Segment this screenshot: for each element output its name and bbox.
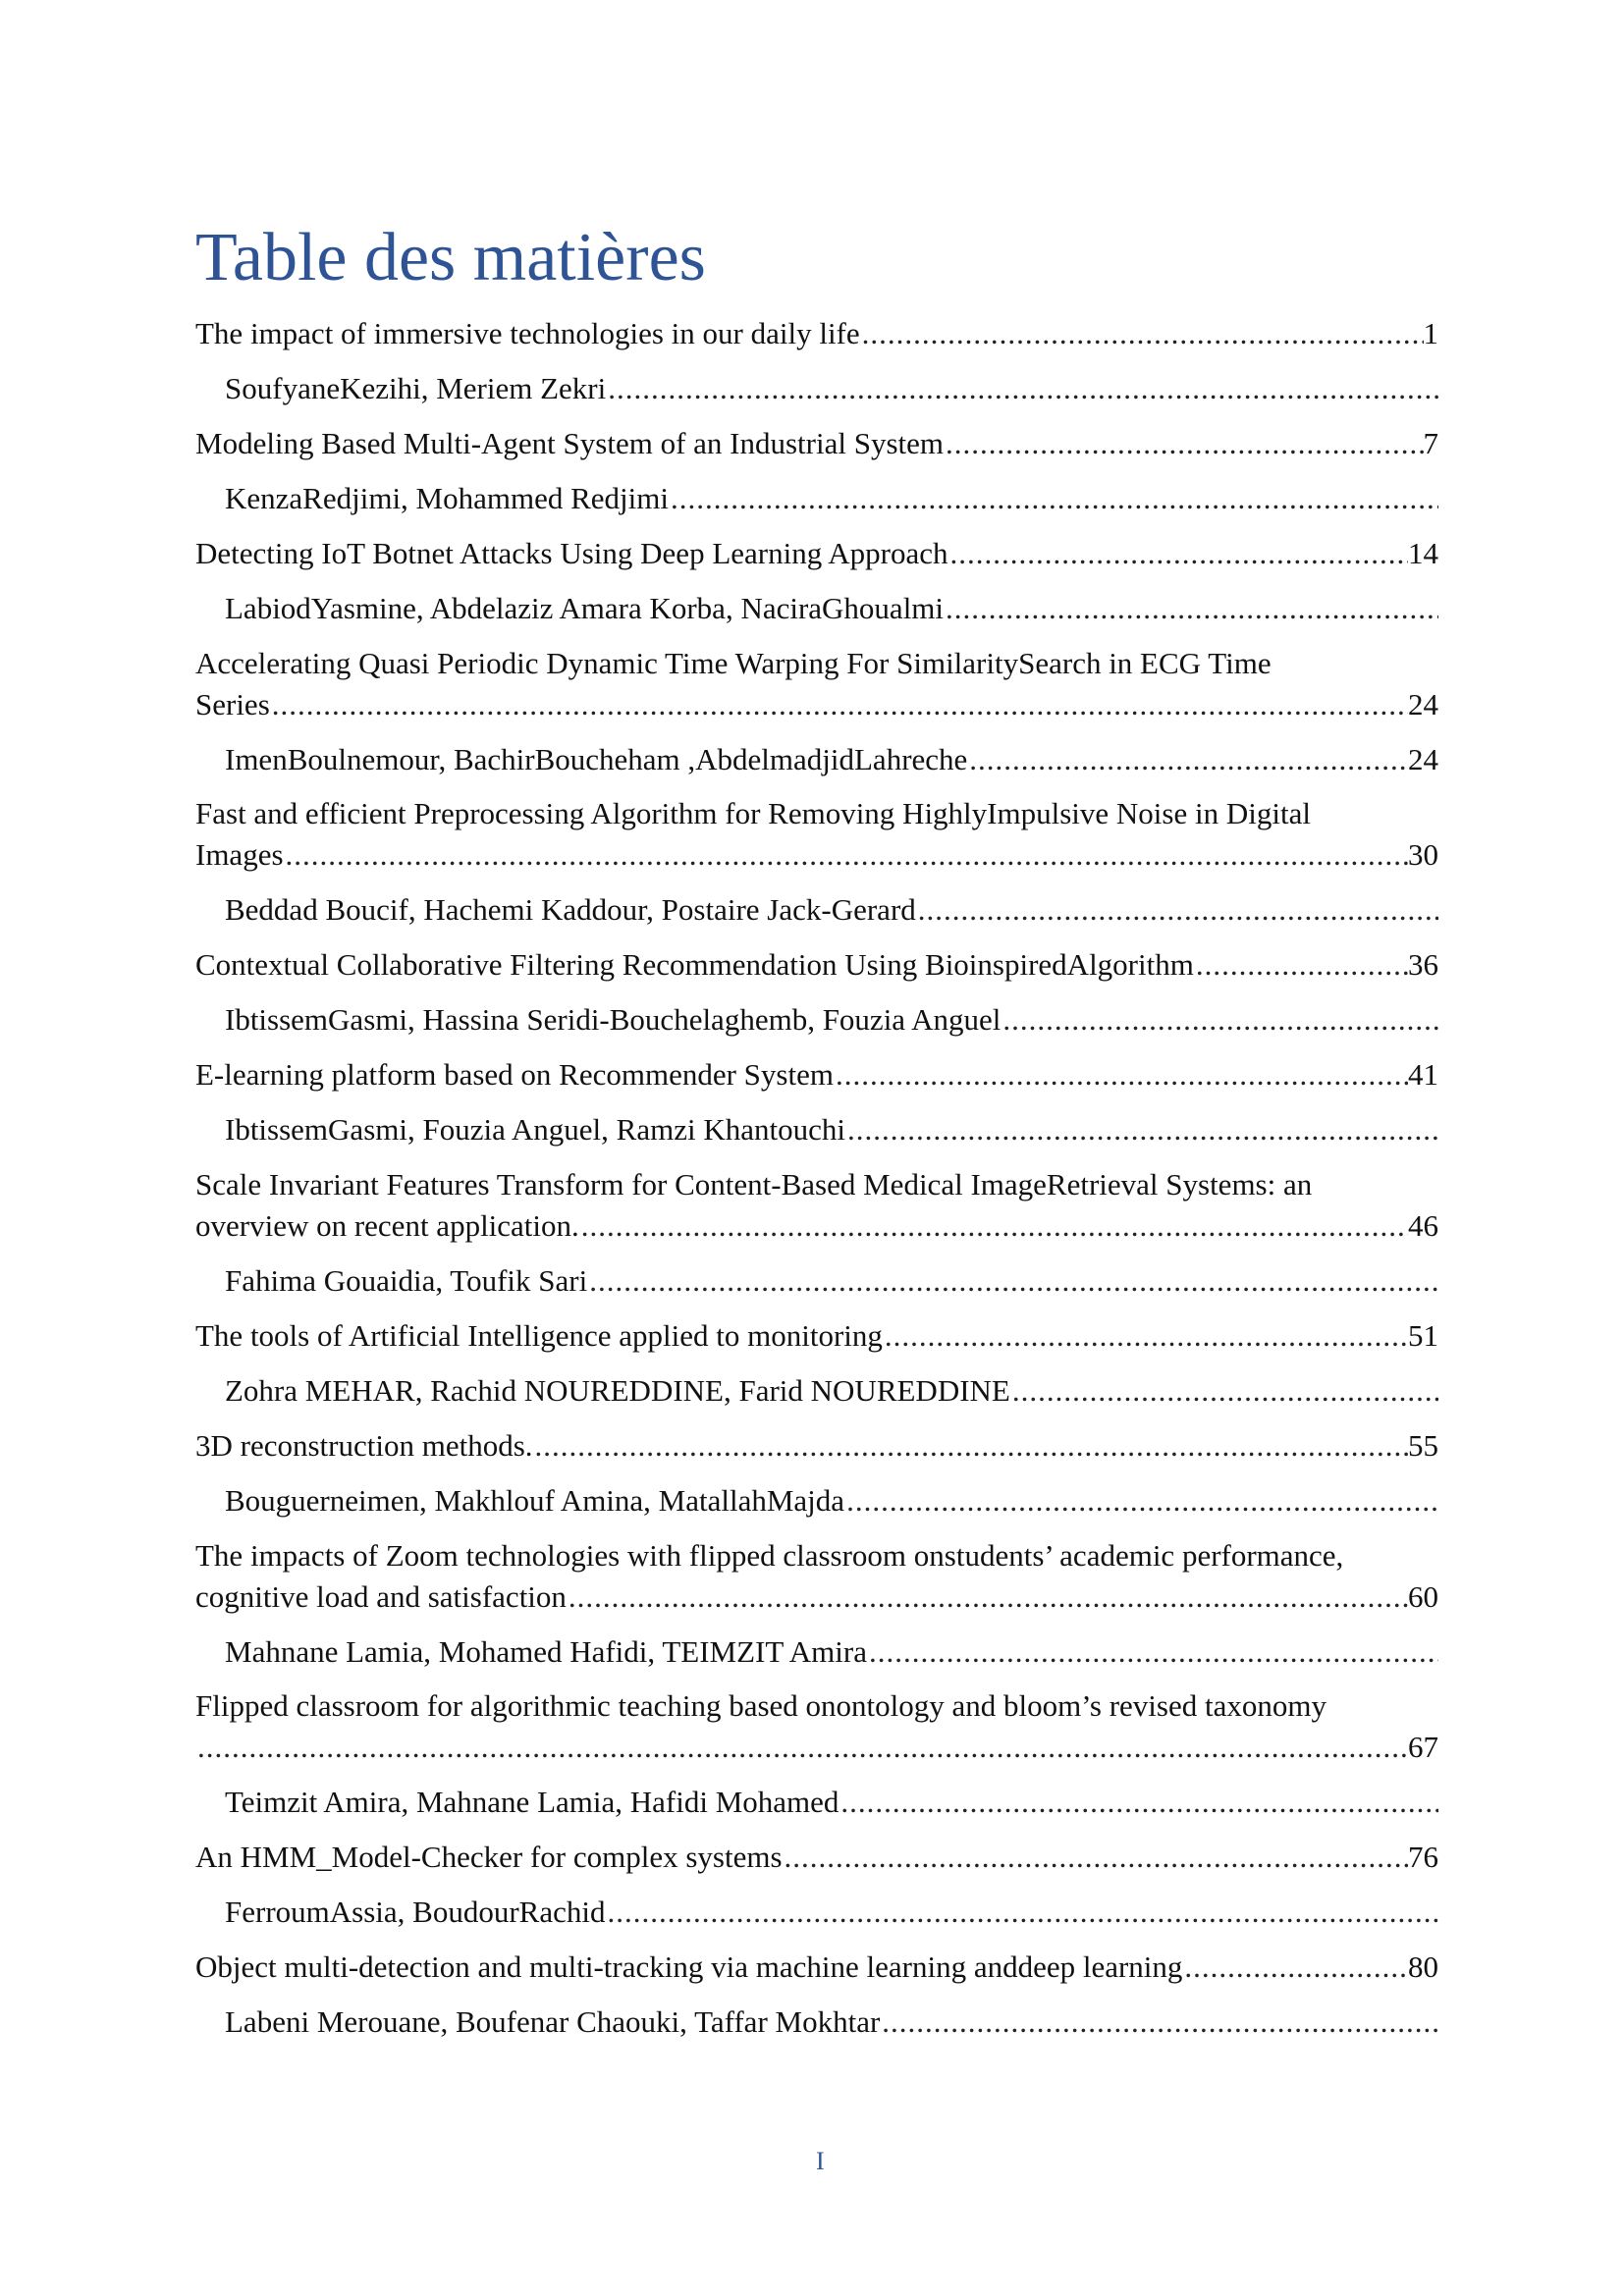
- toc-entry-title[interactable]: [195, 1837, 1438, 1878]
- leader-dots: [669, 478, 1438, 519]
- toc-entry-text: 3D reconstruction methods.: [195, 1428, 533, 1463]
- toc-entry-authors[interactable]: [225, 1109, 1438, 1150]
- toc-entry-authors[interactable]: [225, 1370, 1438, 1412]
- toc-entry-authors[interactable]: [225, 1782, 1438, 1823]
- leader-dots: [944, 588, 1438, 629]
- toc-entry-text: KenzaRedjimi, Mohammed Redjimi: [225, 481, 669, 515]
- toc-page-number: 24: [1408, 742, 1438, 776]
- toc-entry-authors[interactable]: [225, 588, 1438, 629]
- toc-page-number: 14: [1408, 536, 1438, 570]
- leader-dots: [567, 1576, 1408, 1618]
- toc-entry-text: SoufyaneKezihi, Meriem Zekri: [225, 371, 607, 405]
- toc-entry-title[interactable]: [195, 1685, 1438, 1768]
- toc-entry-authors[interactable]: [225, 368, 1438, 409]
- toc-entry-title[interactable]: [195, 313, 1438, 354]
- toc-entry-title[interactable]: [195, 1164, 1438, 1247]
- toc-entry-text: cognitive load and satisfaction: [195, 1579, 567, 1614]
- toc-entry-text: overview on recent application.: [195, 1208, 579, 1243]
- toc-entry-text: Teimzit Amira, Mahnane Lamia, Hafidi Mohamed: [225, 1785, 839, 1819]
- leader-dots: [195, 1727, 1408, 1768]
- toc-entry-text: Fahima Gouaidia, Toufik Sari: [225, 1263, 588, 1298]
- toc-entry-text: Modeling Based Multi-Agent System of an Industrial System: [195, 426, 945, 460]
- toc-entry-text: ImenBoulnemour, BachirBoucheham ,AbdelmadjidLahreche: [225, 742, 968, 776]
- toc-entry-authors[interactable]: [225, 2002, 1438, 2043]
- leader-dots: [880, 2002, 1438, 2043]
- toc-entry-title[interactable]: [195, 1315, 1438, 1357]
- toc-entry-text-line1: Fast and efficient Preprocessing Algorithm for Removing HighlyImpulsive Noise in Digital: [195, 796, 1311, 830]
- toc-page-number: 41: [1408, 1057, 1438, 1092]
- leader-dots: [845, 1109, 1438, 1150]
- toc-entry-text: Beddad Boucif, Hachemi Kaddour, Postaire Jack-Gerard: [225, 892, 916, 927]
- toc-entry-title[interactable]: [195, 1425, 1438, 1467]
- leader-dots: [1001, 999, 1438, 1041]
- leader-dots: [270, 684, 1408, 725]
- toc-entry-text-line1: The impacts of Zoom technologies with flipped classroom onstudents’ academic performance,: [195, 1538, 1344, 1573]
- toc-entry-text: Contextual Collaborative Filtering Recommendation Using BioinspiredAlgorithm: [195, 947, 1194, 982]
- leader-dots: [860, 313, 1424, 354]
- leader-dots: [587, 1260, 1438, 1302]
- toc-page-number: 51: [1408, 1318, 1438, 1353]
- toc-entry-text: LabiodYasmine, Abdelaziz Amara Korba, NaciraGhoualmi: [225, 591, 945, 625]
- toc-entry-authors[interactable]: [225, 1260, 1438, 1302]
- leader-dots: [944, 423, 1423, 464]
- leader-dots: [579, 1205, 1408, 1247]
- leader-dots: [605, 1892, 1438, 1933]
- leader-dots: [1182, 1947, 1408, 1988]
- toc-entry-text: Images: [195, 837, 284, 872]
- toc-entry-text-line1: Scale Invariant Features Transform for Content-Based Medical ImageRetrieval Systems: an: [195, 1167, 1313, 1201]
- toc-entry-title[interactable]: [195, 1054, 1438, 1095]
- leader-dots: [783, 1837, 1408, 1878]
- leader-dots: [533, 1425, 1408, 1467]
- toc-entry-authors[interactable]: [225, 739, 1438, 780]
- leader-dots: [916, 889, 1438, 931]
- toc-entry-text: The tools of Artificial Intelligence applied to monitoring: [195, 1318, 883, 1353]
- toc-entry-text: IbtissemGasmi, Fouzia Anguel, Ramzi Khantouchi: [225, 1112, 845, 1147]
- toc-page-number: 24: [1408, 687, 1438, 721]
- page-title: Table des matières: [195, 220, 706, 295]
- toc-page-number: 30: [1408, 837, 1438, 872]
- toc-entry-text: Object multi-detection and multi-tracking via machine learning anddeep learning: [195, 1949, 1183, 1984]
- toc-entry-authors[interactable]: [225, 999, 1438, 1041]
- toc-entry-text: Mahnane Lamia, Mohamed Hafidi, TEIMZIT Amira: [225, 1634, 867, 1669]
- leader-dots: [844, 1480, 1438, 1522]
- leader-dots: [606, 368, 1438, 409]
- toc-entry-text: E-learning platform based on Recommender System: [195, 1057, 834, 1092]
- leader-dots: [1010, 1370, 1438, 1412]
- toc-entry-text: IbtissemGasmi, Hassina Seridi-Bouchelaghemb, Fouzia Anguel: [225, 1002, 1001, 1037]
- toc-entry-authors[interactable]: [225, 1480, 1438, 1522]
- toc-entry-authors[interactable]: [225, 478, 1438, 519]
- toc-entry-title[interactable]: [195, 944, 1438, 986]
- toc-entry-text: Detecting IoT Botnet Attacks Using Deep Learning Approach: [195, 536, 948, 570]
- toc-page-number: 76: [1408, 1840, 1438, 1874]
- toc-entry-title[interactable]: [195, 793, 1438, 876]
- toc-entry-text: The impact of immersive technologies in our daily life: [195, 316, 860, 350]
- toc-entry-text: Labeni Merouane, Boufenar Chaouki, Taffar Mokhtar: [225, 2004, 881, 2039]
- toc-entry-text: Zohra MEHAR, Rachid NOUREDDINE, Farid NOUREDDINE: [225, 1373, 1010, 1408]
- toc-entry-text: Series: [195, 687, 270, 721]
- toc-page-number: 60: [1408, 1579, 1438, 1614]
- toc-entry-title[interactable]: [195, 423, 1438, 464]
- leader-dots: [284, 834, 1408, 876]
- toc-entry-authors[interactable]: [225, 889, 1438, 931]
- toc-entry-title[interactable]: [195, 533, 1438, 574]
- toc-page-number: 36: [1408, 947, 1438, 982]
- toc-page-number: 1: [1423, 316, 1438, 350]
- toc-page-number: 67: [1408, 1730, 1438, 1764]
- toc-page-number: 80: [1408, 1949, 1438, 1984]
- toc-entry-authors[interactable]: [225, 1631, 1438, 1673]
- toc-page-number: 46: [1408, 1208, 1438, 1243]
- toc-entry-title[interactable]: [195, 1535, 1438, 1618]
- toc-page-number: 55: [1408, 1428, 1438, 1463]
- page-footer-number: I: [816, 2147, 825, 2175]
- leader-dots: [947, 533, 1408, 574]
- toc-entry-text: An HMM_Model-Checker for complex systems: [195, 1840, 783, 1874]
- toc-page-number: 7: [1423, 426, 1438, 460]
- leader-dots: [967, 739, 1408, 780]
- toc-entry-authors[interactable]: [225, 1892, 1438, 1933]
- leader-dots: [834, 1054, 1408, 1095]
- leader-dots: [839, 1782, 1438, 1823]
- toc-entry-text: FerroumAssia, BoudourRachid: [225, 1895, 606, 1929]
- toc-entry-title[interactable]: [195, 1947, 1438, 1988]
- leader-dots: [883, 1315, 1408, 1357]
- toc-entry-title[interactable]: [195, 643, 1438, 725]
- toc-entry-text-line1: Accelerating Quasi Periodic Dynamic Time Warping For SimilaritySearch in ECG Time: [195, 646, 1272, 680]
- toc-entry-text: Bouguerneimen, Makhlouf Amina, MatallahMajda: [225, 1483, 845, 1518]
- leader-dots: [867, 1631, 1438, 1673]
- toc-entry-text-line1: Flipped classroom for algorithmic teaching based onontology and bloom’s revised taxonomy: [195, 1688, 1326, 1723]
- leader-dots: [1194, 944, 1408, 986]
